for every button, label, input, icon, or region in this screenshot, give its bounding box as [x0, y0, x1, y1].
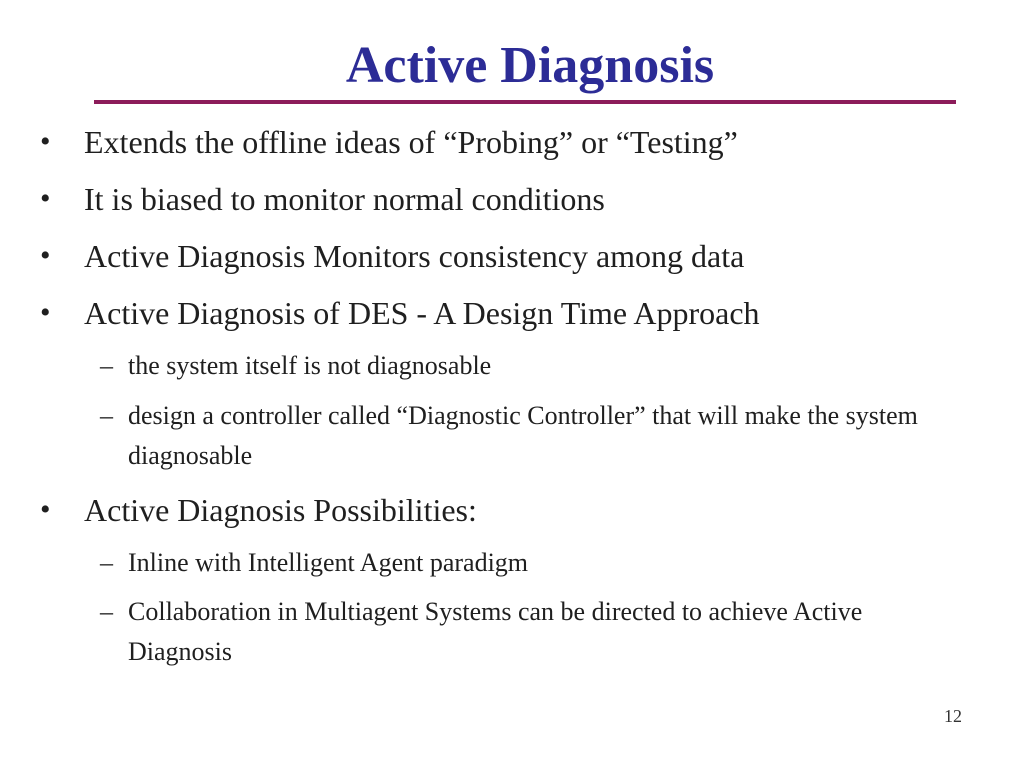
bullet-text: It is biased to monitor normal conditions — [84, 181, 605, 217]
bullet-marker: • — [40, 239, 51, 272]
bullet-marker: • — [40, 125, 51, 158]
bullet-text: Active Diagnosis of DES - A Design Time Approach — [84, 295, 760, 331]
bullet-marker: • — [40, 296, 51, 329]
bullet-marker: • — [40, 493, 51, 526]
bullet-text: Extends the offline ideas of “Probing” or “Testing” — [84, 124, 738, 160]
subbullet-text: design a controller called “Diagnostic Controller” that will make the system diagnosable — [128, 401, 918, 470]
slide-title: Active Diagnosis — [345, 37, 715, 94]
subbullet-marker: – — [100, 401, 113, 430]
subbullet-text: the system itself is not diagnosable — [128, 351, 492, 380]
bullet-marker: • — [40, 182, 51, 215]
page-number: 12 — [944, 706, 962, 726]
bullet-text: Active Diagnosis Possibilities: — [84, 492, 477, 528]
subbullet-marker: – — [100, 597, 113, 626]
bullet-text: Active Diagnosis Monitors consistency among data — [84, 238, 745, 274]
subbullet-text: Inline with Intelligent Agent paradigm — [128, 548, 529, 577]
subbullet-text: Collaboration in Multiagent Systems can be directed to achieve Active Diagnosis — [128, 597, 863, 666]
subbullet-marker: – — [100, 351, 113, 380]
subbullet-marker: – — [100, 548, 113, 577]
